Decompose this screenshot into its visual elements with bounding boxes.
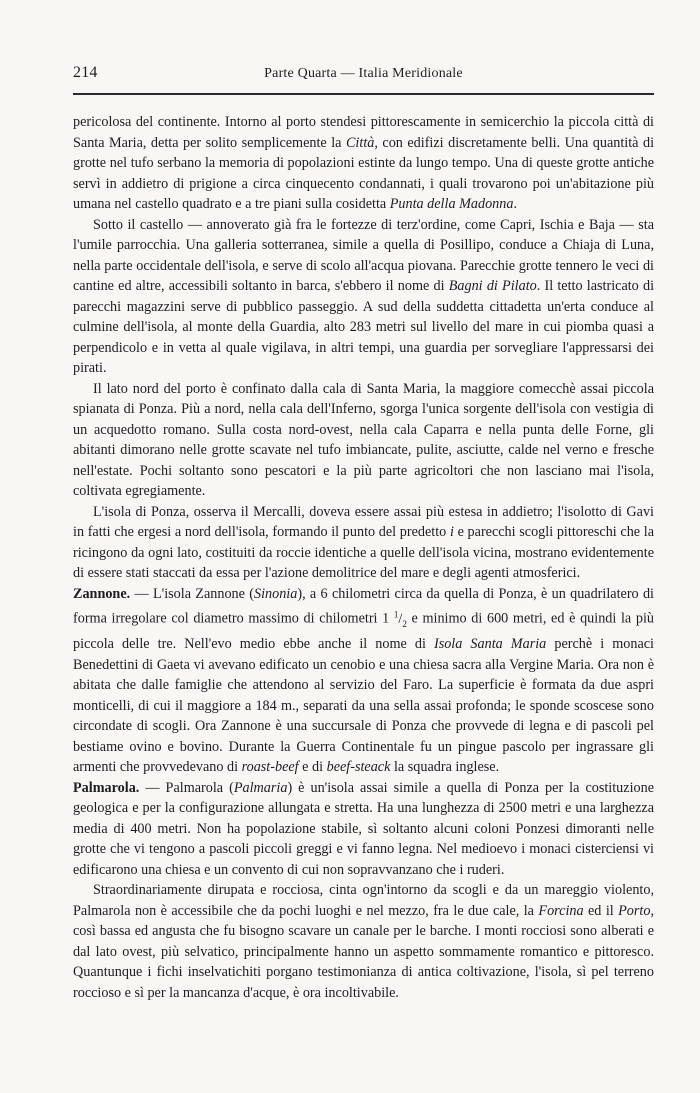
italic-run: Città: [345, 134, 375, 151]
running-title: Parte Quarta — Italia Meridionale: [264, 66, 463, 81]
running-header: [73, 64, 654, 88]
text-run: Il lato nord del porto è confinato dalla cala di Santa Maria, la maggiore comecchè assai piccola spianata di Ponza. Più a nord, nella cala dell'Inferno, sgorga l'unica sorgente dell'isola con vestigia di un acquedotto romano. Sulla costa nord-ovest, nella cala Caparra e nella punta delle Forne, gli abitanti dimorano nelle grotte scavate nel tufo imbiancate, pulite, asciutte, calde nel verno e fresche nell'estate. Pochi soltanto sono pescatori e la più parte agricoltori che non lasciano mai l'isola, coltivata egregiamente.: [73, 380, 654, 499]
page-number: 214: [73, 64, 98, 81]
text-run: . Il tetto lastricato di parecchi magazzini serve di pubblico passeggio. A sud della suddetta cittadetta un'erta conduce al culmine dell'isola, al monte della Guardia, alto 283 metri sul livello del mare in cui piomba quasi a perpendicolo e in vetta al quale vigilava, in altri tempi, una guardia per sorvegliare l'appressarsi dei pirati.: [73, 278, 655, 376]
text-run: pericolosa del continente. Intorno al porto stendesi pittorescamente in semicerchio la piccola città di Santa Maria, detta per solito semplicemente la: [73, 114, 654, 151]
text-run: perchè i monaci Benedettini di Gaeta vi avevano edificato un cenobio e una chiesa sacra alla Vergine Maria. Ora non è abitata che dalle famiglie che attendono al servizio del Faro. La superficie è formata da due aspri monticelli, di cui il maggiore a 184 m., separati da una sella assai profonda; le sponde scoscese sono circondate di scogli. Ora Zannone è una succursale di Ponza che provvede di legna e di pascoli pel bestiame ovino e bovino. Durante la Guerra Continentale fu un pingue pascolo per ingrassare gli armenti che provvedevano di: [73, 636, 654, 776]
paragraph-dirupata: [73, 880, 654, 1003]
header-rule: [73, 93, 654, 95]
text-run: ) è un'isola assai simile a quella di Ponza per la costituzione geologica e per la configurazione allungata e stretta. Ha una lunghezza di 2500 metri e una larghezza media di 400 metri. Non ha popolazione stabile, sì soltanto alcuni coloni Ponzesi dimoranti nelle grotte che vi tengono a pascoli piccoli greggi e vi fanno legna. Nel medioevo i monaci cisterciensi vi edificarono una chiesa e un convento di cui non sopravvanzano che i ruderi.: [73, 779, 654, 878]
text-run: , con edifizi discretamente belli. Una quantità di grotte nel tufo serbano la memoria di popolazioni estinte da lungo tempo. Una di queste grotte antiche servì in addietro di prigione a circa cinquecento condannati, i quali trovarono poi un'abitazione più umana nel castello quadrato e a tre piani sulla cosidetta: [73, 134, 655, 212]
text-run: e minimo di 600 metri, ed è quindi la più piccola delle tre. Nell'evo medio ebbe anche il nome di: [73, 610, 655, 653]
text-run: Straordinariamente dirupata e rocciosa, cinta ogn'intorno da scogli e da un mareggio violento, Palmarola non è accessibile che da pochi luoghi e nel mezzo, fra le due cale, la: [73, 882, 654, 919]
text-run: e di: [298, 759, 327, 776]
text-run: ), a 6 chilometri circa da quella di Ponza, è un quadrilatero di forma irregolare col diametro massimo di chilometri 1: [73, 585, 654, 627]
text-run: .: [513, 196, 518, 212]
text-run: e parecchi scogli pittoreschi che la ricingono da ogni lato, costituiti da roccie identiche a quelle dell'isola vicina, mostrano evidentemente di essere stati staccati da essa per l'azione demolitrice del mare e degli agenti atmosferici.: [73, 524, 655, 581]
text-run: , così bassa ed angusta che fu bisogno scavare un canale per le barche. I monti rocciosi sono alberati e dal lato ovest, più selvatico, principalmente hanno un aspetto sommamente romantico e pittoresco. Quantunque i fichi inselvatichiti porgano testimonianza di antica coltivazione, l'isola, sì pel terreno roccioso e sì per la mancanza d'acque, è ora incoltivabile.: [73, 902, 655, 1001]
paragraph-zannone: [73, 584, 654, 778]
paragraph-lato-nord: [73, 379, 654, 502]
fraction-numerator: 1: [393, 609, 399, 619]
text-run: ed il: [583, 902, 619, 919]
paragraph-mercalli: [73, 502, 654, 584]
italic-run: Punta della Madonna: [389, 196, 514, 212]
italic-run: Porto: [618, 902, 651, 919]
text-run: — Palmarola (: [139, 779, 234, 796]
italic-run: Isola Santa Maria: [433, 636, 547, 653]
paragraph-continuation: [73, 112, 654, 215]
section-label-palmarola: Palmarola.: [73, 779, 140, 796]
paragraph-castello: [73, 215, 654, 379]
text-run: Sotto il castello — annoverato già fra le fortezze di terz'ordine, come Capri, Ischia e Baja — sta l'umile parrocchia. Una galleria sotterranea, simile a quella di Posillipo, conduce a Chiaja di Luna, nella parte occidentale dell'isola, e serve di scolo all'acqua piovana. Parecchie grotte tennero le veci di cantine ed altre, accessibili soltanto in barca, s'ebbero il nome di: [73, 216, 654, 294]
italic-run: Sinonia: [253, 585, 298, 602]
italic-run: i: [449, 524, 454, 540]
italic-run: beef-steack: [326, 759, 391, 776]
text-run: — L'isola Zannone (: [130, 585, 254, 602]
paragraph-palmarola: [73, 778, 654, 881]
section-label-zannone: Zannone.: [73, 585, 131, 602]
italic-run: Forcina: [538, 902, 584, 919]
fraction-half: $^1/_2$: [393, 609, 407, 629]
page-body: [73, 112, 654, 1003]
italic-run: Bagni di Pilato: [448, 278, 537, 294]
fraction-denominator: 2: [402, 618, 407, 629]
text-run: la squadra inglese.: [390, 759, 500, 776]
italic-run: roast-beef: [241, 759, 299, 776]
italic-run: Palmaria: [233, 779, 288, 796]
text-run: L'isola di Ponza, osserva il Mercalli, doveva essere assai più estesa in addietro; l'isolotto di Gavi in fatti che ergesi a nord dell'isola, formando il punto del predetto: [73, 503, 654, 540]
